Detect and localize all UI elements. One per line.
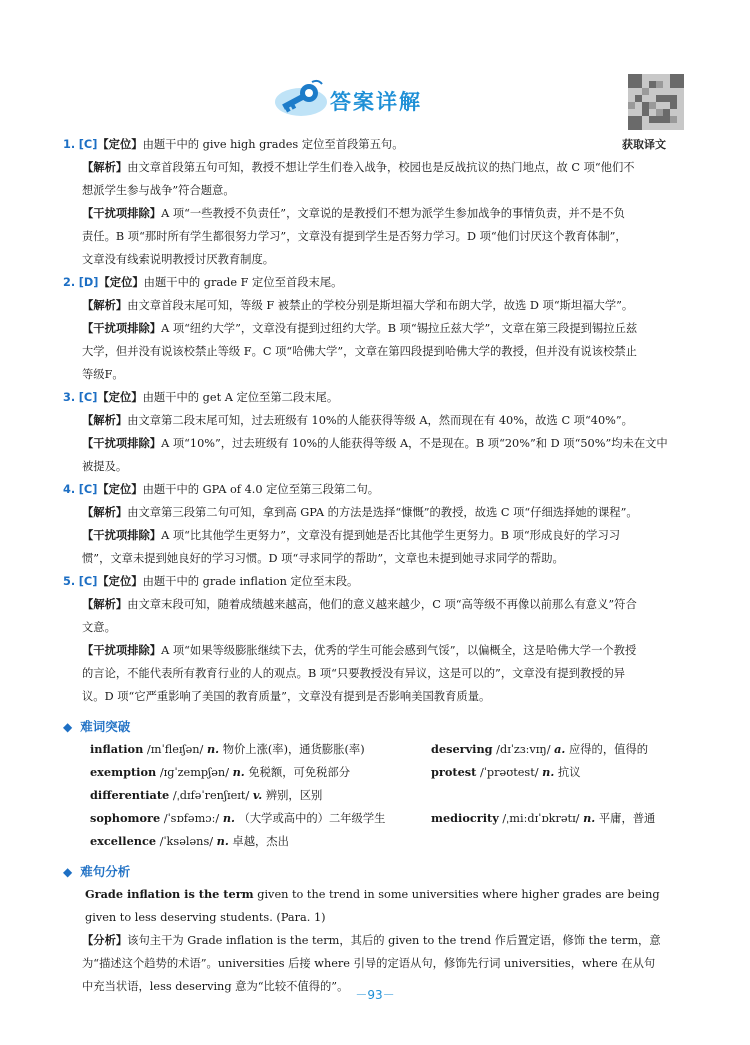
vocab-row: [90, 830, 687, 853]
section-title: 难词突破: [80, 719, 131, 734]
vocab-meaning: 辨别，区别: [265, 789, 323, 802]
distractor-line: [63, 202, 687, 225]
locate-text: 由题干中的 grade inflation 定位至末段。: [142, 575, 359, 588]
distractor-line: 的言论，不能代表所有教育行业的人的观点。B 项“只要教授没有异议，这是可以的”，文章没有提到教授的异: [82, 667, 626, 680]
distractor-text: A 项“一些教授不负责任”，文章说的是教授们不想为派学生参加战争的事情负责，并不是不负: [161, 207, 625, 220]
analysis-line: [63, 409, 687, 432]
answer-banner: [272, 78, 432, 120]
vocab-pos: n.: [232, 765, 245, 779]
key-icon: [272, 78, 330, 120]
question-number: 1.: [63, 138, 76, 151]
answer-item: [63, 133, 687, 271]
distractor-text: A 项“10%”，过去班级有 10%的人能获得等级 A，不是现在。B 项“20%”和 D 项“50%”均未在文中: [161, 437, 668, 450]
locate-text: 由题干中的 give high grades 定位至首段第五句。: [142, 138, 404, 151]
analysis-line: [63, 593, 687, 616]
vocab-ipa: /ɪɡˈzempʃən/: [159, 766, 229, 779]
vocab-word: exemption: [90, 765, 157, 779]
locate-tag: 【定位】: [97, 391, 143, 404]
answer-item: [63, 478, 687, 570]
vocab-word: differentiate: [90, 788, 170, 802]
answer-letter: [C]: [78, 483, 98, 496]
sentence-text: given to the trend in some universities where higher grades are being: [253, 888, 660, 901]
analysis-tag: 【解析】: [82, 299, 128, 312]
locate-text: 由题干中的 grade F 定位至首段末尾。: [143, 276, 343, 289]
vocab-entry-empty: [431, 830, 687, 853]
vocab-entry-empty: [431, 784, 687, 807]
vocab-entry: [90, 784, 431, 807]
vocab-pos: n.: [216, 834, 229, 848]
answer-item: [63, 271, 687, 386]
distractor-line: [63, 524, 687, 547]
vocab-pos: n.: [542, 765, 555, 779]
page-number: －93－: [355, 988, 395, 1002]
vocab-word: mediocrity: [431, 811, 499, 825]
vocab-ipa: /ˌmiːdɪˈɒkrətɪ/: [502, 812, 580, 825]
vocab-row: [90, 738, 687, 761]
distractor-line: 议。D 项“它严重影响了美国的教育质量”，文章没有提到是否影响美国教育质量。: [82, 690, 491, 703]
distractor-line: 文章没有线索说明教授讨厌教育制度。: [82, 253, 275, 266]
analysis-tag: 【解析】: [82, 506, 128, 519]
distractor-tag: 【干扰项排除】: [82, 207, 162, 220]
vocab-entry: [431, 807, 687, 830]
vocab-meaning: 应得的，值得的: [568, 743, 649, 756]
vocab-pos: n.: [206, 742, 220, 756]
vocab-word: deserving: [431, 742, 493, 756]
diamond-icon: ◆: [63, 865, 73, 879]
distractor-text: A 项“如果等级膨胀继续下去，优秀的学生可能会感到气馁”，以偏概全，这是哈佛大学一个教授: [161, 644, 637, 657]
vocab-pos: n.: [583, 811, 596, 825]
vocab-entry: [90, 807, 431, 830]
vocab-word: protest: [431, 765, 477, 779]
locate-tag: 【定位】: [97, 138, 143, 151]
distractor-line: 大学，但并没有说该校禁止等级 F。C 项“哈佛大学”，文章在第四段提到哈佛大学的教授，但并没有说该校禁止: [82, 345, 637, 358]
answer-item: [63, 386, 687, 478]
sentence-analysis: [63, 883, 687, 929]
vocab-section-heading: [63, 716, 687, 738]
answer-item: [63, 570, 687, 708]
distractor-line: 惯”，文章未提到她良好的学习习惯。D 项“寻求同学的帮助”，文章也未提到她寻求同学的帮助。: [82, 552, 564, 565]
distractor-tag: 【干扰项排除】: [82, 644, 162, 657]
vocab-row: [90, 807, 687, 830]
vocab-entry: [431, 761, 687, 784]
analysis-text: 由文章首段末尾可知，等级 F 被禁止的学校分别是斯坦福大学和布朗大学，故选 D 项“斯坦福大学”。: [127, 299, 634, 312]
qr-code-icon[interactable]: [628, 74, 684, 130]
locate-line: [63, 271, 687, 294]
analysis-line: 想派学生参与战争”符合题意。: [82, 184, 235, 197]
page-title: 答案详解: [330, 90, 422, 114]
diamond-icon: ◆: [63, 720, 73, 734]
locate-tag: 【定位】: [97, 575, 143, 588]
question-number: 3.: [63, 391, 76, 404]
vocab-ipa: /ɪnˈfleɪʃən/: [146, 743, 204, 756]
distractor-line: 等级F。: [82, 368, 124, 381]
analysis-text: 由文章末段可知，随着成绩越来越高，他们的意义越来越少，C 项“高等级不再像以前那么有意义”符合: [127, 598, 637, 611]
vocab-meaning: 免税额，可免税部分: [248, 766, 351, 779]
vocab-entry: [90, 761, 431, 784]
sentence-analysis-line: 中充当状语，less deserving 意为“比较不值得的”。: [82, 980, 349, 993]
example-sentence: [85, 883, 687, 906]
distractor-text: A 项“纽约大学”，文章没有提到过纽约大学。B 项“锡拉丘兹大学”，文章在第三段提到锡拉丘兹: [161, 322, 638, 335]
locate-tag: 【定位】: [97, 483, 143, 496]
sentence-analysis-line: 为“描述这个趋势的术语”。universities 后接 where 引导的定语从句，修饰先行词 universities，where 在从句: [82, 957, 656, 970]
answer-content: [63, 133, 687, 998]
locate-line: [63, 386, 687, 409]
vocab-meaning: （大学或高中的）二年级学生: [238, 812, 386, 825]
distractor-tag: 【干扰项排除】: [82, 529, 162, 542]
qr-label: 获取译文: [622, 138, 666, 151]
locate-text: 由题干中的 GPA of 4.0 定位至第三段第二句。: [142, 483, 380, 496]
answer-letter: [C]: [78, 575, 98, 588]
sentence-analysis-line: [63, 929, 687, 952]
analysis-text: 由文章第三段第二句可知，拿到高 GPA 的方法是选择“慷慨”的教授，故选 C 项“仔细选择她的课程”。: [127, 506, 638, 519]
vocab-word: sophomore: [90, 811, 161, 825]
vocab-meaning: 抗议: [557, 766, 581, 779]
vocab-word: inflation: [90, 742, 144, 756]
vocab-ipa: /ˌdɪfəˈrenʃɪeɪt/: [172, 789, 250, 802]
vocab-word: excellence: [90, 834, 157, 848]
distractor-tag: 【干扰项排除】: [82, 437, 162, 450]
analysis-tag: 【解析】: [82, 414, 128, 427]
vocab-pos: v.: [252, 788, 263, 802]
vocab-pos: n.: [222, 811, 235, 825]
question-number: 4.: [63, 483, 76, 496]
section-title: 难句分析: [80, 864, 131, 879]
vocab-meaning: 卓越，杰出: [232, 835, 289, 848]
vocab-list: [63, 738, 687, 853]
distractor-line: 被提及。: [82, 460, 128, 473]
vocab-row: [90, 761, 687, 784]
vocab-ipa: /ˈprəʊtest/: [479, 766, 539, 779]
vocab-entry: [431, 738, 687, 761]
locate-line: [63, 133, 687, 156]
vocab-row: [90, 784, 687, 807]
distractor-tag: 【干扰项排除】: [82, 322, 162, 335]
vocab-meaning: 平庸，普通: [598, 812, 656, 825]
vocab-entry: [90, 738, 431, 761]
vocab-meaning: 物价上涨(率)，通货膨胀(率): [222, 743, 365, 756]
analysis-text: 该句主干为 Grade inflation is the term，其后的 given to the trend 作后置定语，修饰 the term，意: [127, 934, 661, 947]
analysis-line: [63, 501, 687, 524]
sentence-section-heading: [63, 861, 687, 883]
answer-letter: [C]: [78, 138, 98, 151]
analysis-line: [63, 156, 687, 179]
locate-line: [63, 478, 687, 501]
analysis-text: 由文章第二段末尾可知，过去班级有 10%的人能获得等级 A，然而现在有 40%，故选 C 项“40%”。: [127, 414, 633, 427]
distractor-text: A 项“比其他学生更努力”，文章没有提到她是否比其他学生更努力。B 项“形成良好的学习习: [161, 529, 621, 542]
question-number: 5.: [63, 575, 76, 588]
analysis-tag: 【解析】: [82, 598, 128, 611]
locate-text: 由题干中的 get A 定位至第二段末尾。: [142, 391, 339, 404]
analysis-tag: 【分析】: [82, 934, 128, 947]
distractor-line: [63, 432, 687, 455]
analysis-line: 文意。: [82, 621, 116, 634]
vocab-pos: a.: [554, 742, 566, 756]
answer-letter: [D]: [78, 276, 99, 289]
analysis-line: [63, 294, 687, 317]
question-number: 2.: [63, 276, 76, 289]
vocab-ipa: /dɪˈzɜːvɪŋ/: [496, 743, 551, 756]
vocab-entry: [90, 830, 431, 853]
locate-tag: 【定位】: [98, 276, 144, 289]
vocab-ipa: /ˈksələns/: [159, 835, 214, 848]
example-sentence: given to less deserving students. (Para. 1): [85, 911, 326, 924]
analysis-text: 由文章首段第五句可知，教授不想让学生们卷入战争，校园也是反战抗议的热门地点，故 C 项“他们不: [127, 161, 635, 174]
distractor-line: 责任。B 项“那时所有学生都很努力学习”，文章没有提到学生是否努力学习。D 项“他们讨厌这个教育体制”，: [82, 230, 627, 243]
analysis-tag: 【解析】: [82, 161, 128, 174]
distractor-line: [63, 639, 687, 662]
locate-line: [63, 570, 687, 593]
sentence-main-clause: Grade inflation is the term: [85, 887, 254, 901]
distractor-line: [63, 317, 687, 340]
vocab-ipa: /ˈsɒfəmɔː/: [163, 812, 220, 825]
answer-letter: [C]: [78, 391, 98, 404]
